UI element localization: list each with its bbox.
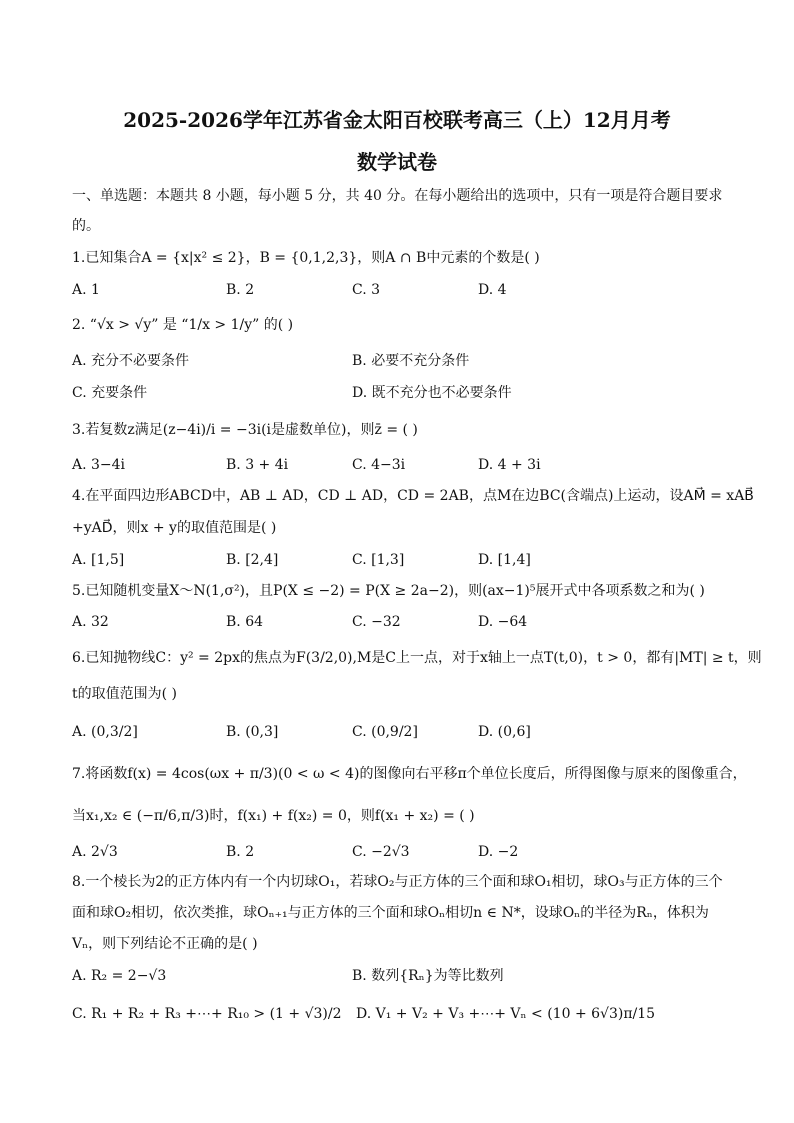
q8-option-c: C. R₁ + R₂ + R₃ +⋯+ R₁₀ > (1 + √3)/2	[72, 1006, 342, 1022]
q2-option-b: B. 必要不充分条件	[352, 353, 470, 369]
q8-option-a: A. R₂ = 2−√3	[72, 968, 167, 984]
q4-option-b: B. [2,4]	[226, 552, 279, 568]
question-4-stem-cont: +yAD⃗，则x + y的取值范围是( )	[72, 520, 277, 536]
q6-option-a: A. (0,3/2]	[72, 724, 138, 740]
q3-option-a: A. 3−4i	[72, 457, 126, 473]
q5-option-c: C. −32	[352, 614, 401, 630]
q8-option-d: D. V₁ + V₂ + V₃ +⋯+ Vₙ < (10 + 6√3)π/15	[356, 1006, 656, 1022]
q4-option-a: A. [1,5]	[72, 552, 125, 568]
question-6-stem: 6.已知抛物线C：y² = 2px的焦点为F(3/2,0),M是C上一点，对于x轴上一点T(t,0)，t > 0，都有|MT| ≥ t，则	[72, 650, 762, 666]
section-heading-cont: 的。	[72, 218, 100, 234]
question-4-stem: 4.在平面四边形ABCD中，AB ⊥ AD，CD ⊥ AD，CD = 2AB，点M在边BC(含端点)上运动，设AM⃗ = xAB⃗	[72, 488, 754, 504]
question-2-stem: 2. “√x > √y” 是 “1/x > 1/y” 的( )	[72, 317, 294, 333]
q5-option-a: A. 32	[72, 614, 109, 630]
q7-option-b: B. 2	[226, 844, 255, 860]
question-5-stem: 5.已知随机变量X～N(1,σ²)，且P(X ≤ −2) = P(X ≥ 2a−2)，则(ax−1)⁵展开式中各项系数之和为( )	[72, 583, 705, 599]
q6-option-d: D. (0,6]	[478, 724, 531, 740]
section-heading: 一、单选题：本题共 8 小题，每小题 5 分，共 40 分。在每小题给出的选项中，只有一项是符合题目要求	[72, 188, 723, 204]
q6-option-c: C. (0,9/2]	[352, 724, 418, 740]
q2-option-a: A. 充分不必要条件	[72, 353, 190, 369]
q7-option-c: C. −2√3	[352, 844, 410, 860]
q7-option-a: A. 2√3	[72, 844, 118, 860]
page-title: 2025-2026学年江苏省金太阳百校联考高三（上）12月月考	[123, 108, 671, 132]
q8-option-b: B. 数列{Rₙ}为等比数列	[352, 968, 504, 984]
question-7-stem: 7.将函数f(x) = 4cos(ωx + π/3)(0 < ω < 4)的图像向右平移π个单位长度后，所得图像与原来的图像重合，	[72, 766, 747, 782]
q3-option-b: B. 3 + 4i	[226, 457, 289, 473]
question-3-stem: 3.若复数z满足(z−4i)/i = −3i(i是虚数单位)，则z̄ = ( )	[72, 422, 418, 438]
q4-option-d: D. [1,4]	[478, 552, 531, 568]
question-7-stem-cont: 当x₁,x₂ ∈ (−π/6,π/3)时，f(x₁) + f(x₂) = 0，则f(x₁ + x₂) = ( )	[72, 808, 475, 824]
q3-option-d: D. 4 + 3i	[478, 457, 541, 473]
q4-option-c: C. [1,3]	[352, 552, 405, 568]
question-1-stem: 1.已知集合A = {x|x² ≤ 2}，B = {0,1,2,3}，则A ∩ B中元素的个数是( )	[72, 250, 540, 266]
question-8-stem-cont1: 面和球O₂相切，依次类推，球Oₙ₊₁与正方体的三个面和球Oₙ相切n ∈ N*，设球Oₙ的半径为Rₙ，体积为	[72, 905, 709, 921]
question-8-stem: 8.一个棱长为2的正方体内有一个内切球O₁，若球O₂与正方体的三个面和球O₁相切，球O₃与正方体的三个	[72, 874, 723, 890]
question-6-stem-cont: t的取值范围为( )	[72, 686, 177, 702]
question-8-stem-cont2: Vₙ，则下列结论不正确的是( )	[72, 936, 258, 952]
q6-option-b: B. (0,3]	[226, 724, 279, 740]
q3-option-c: C. 4−3i	[352, 457, 406, 473]
q1-option-d: D. 4	[478, 282, 507, 298]
q5-option-d: D. −64	[478, 614, 528, 630]
page-subtitle: 数学试卷	[357, 150, 437, 174]
q1-option-b: B. 2	[226, 282, 255, 298]
q2-option-c: C. 充要条件	[72, 385, 148, 401]
q2-option-d: D. 既不充分也不必要条件	[352, 385, 512, 401]
q1-option-c: C. 3	[352, 282, 381, 298]
q1-option-a: A. 1	[72, 282, 100, 298]
q7-option-d: D. −2	[478, 844, 519, 860]
q5-option-b: B. 64	[226, 614, 264, 630]
